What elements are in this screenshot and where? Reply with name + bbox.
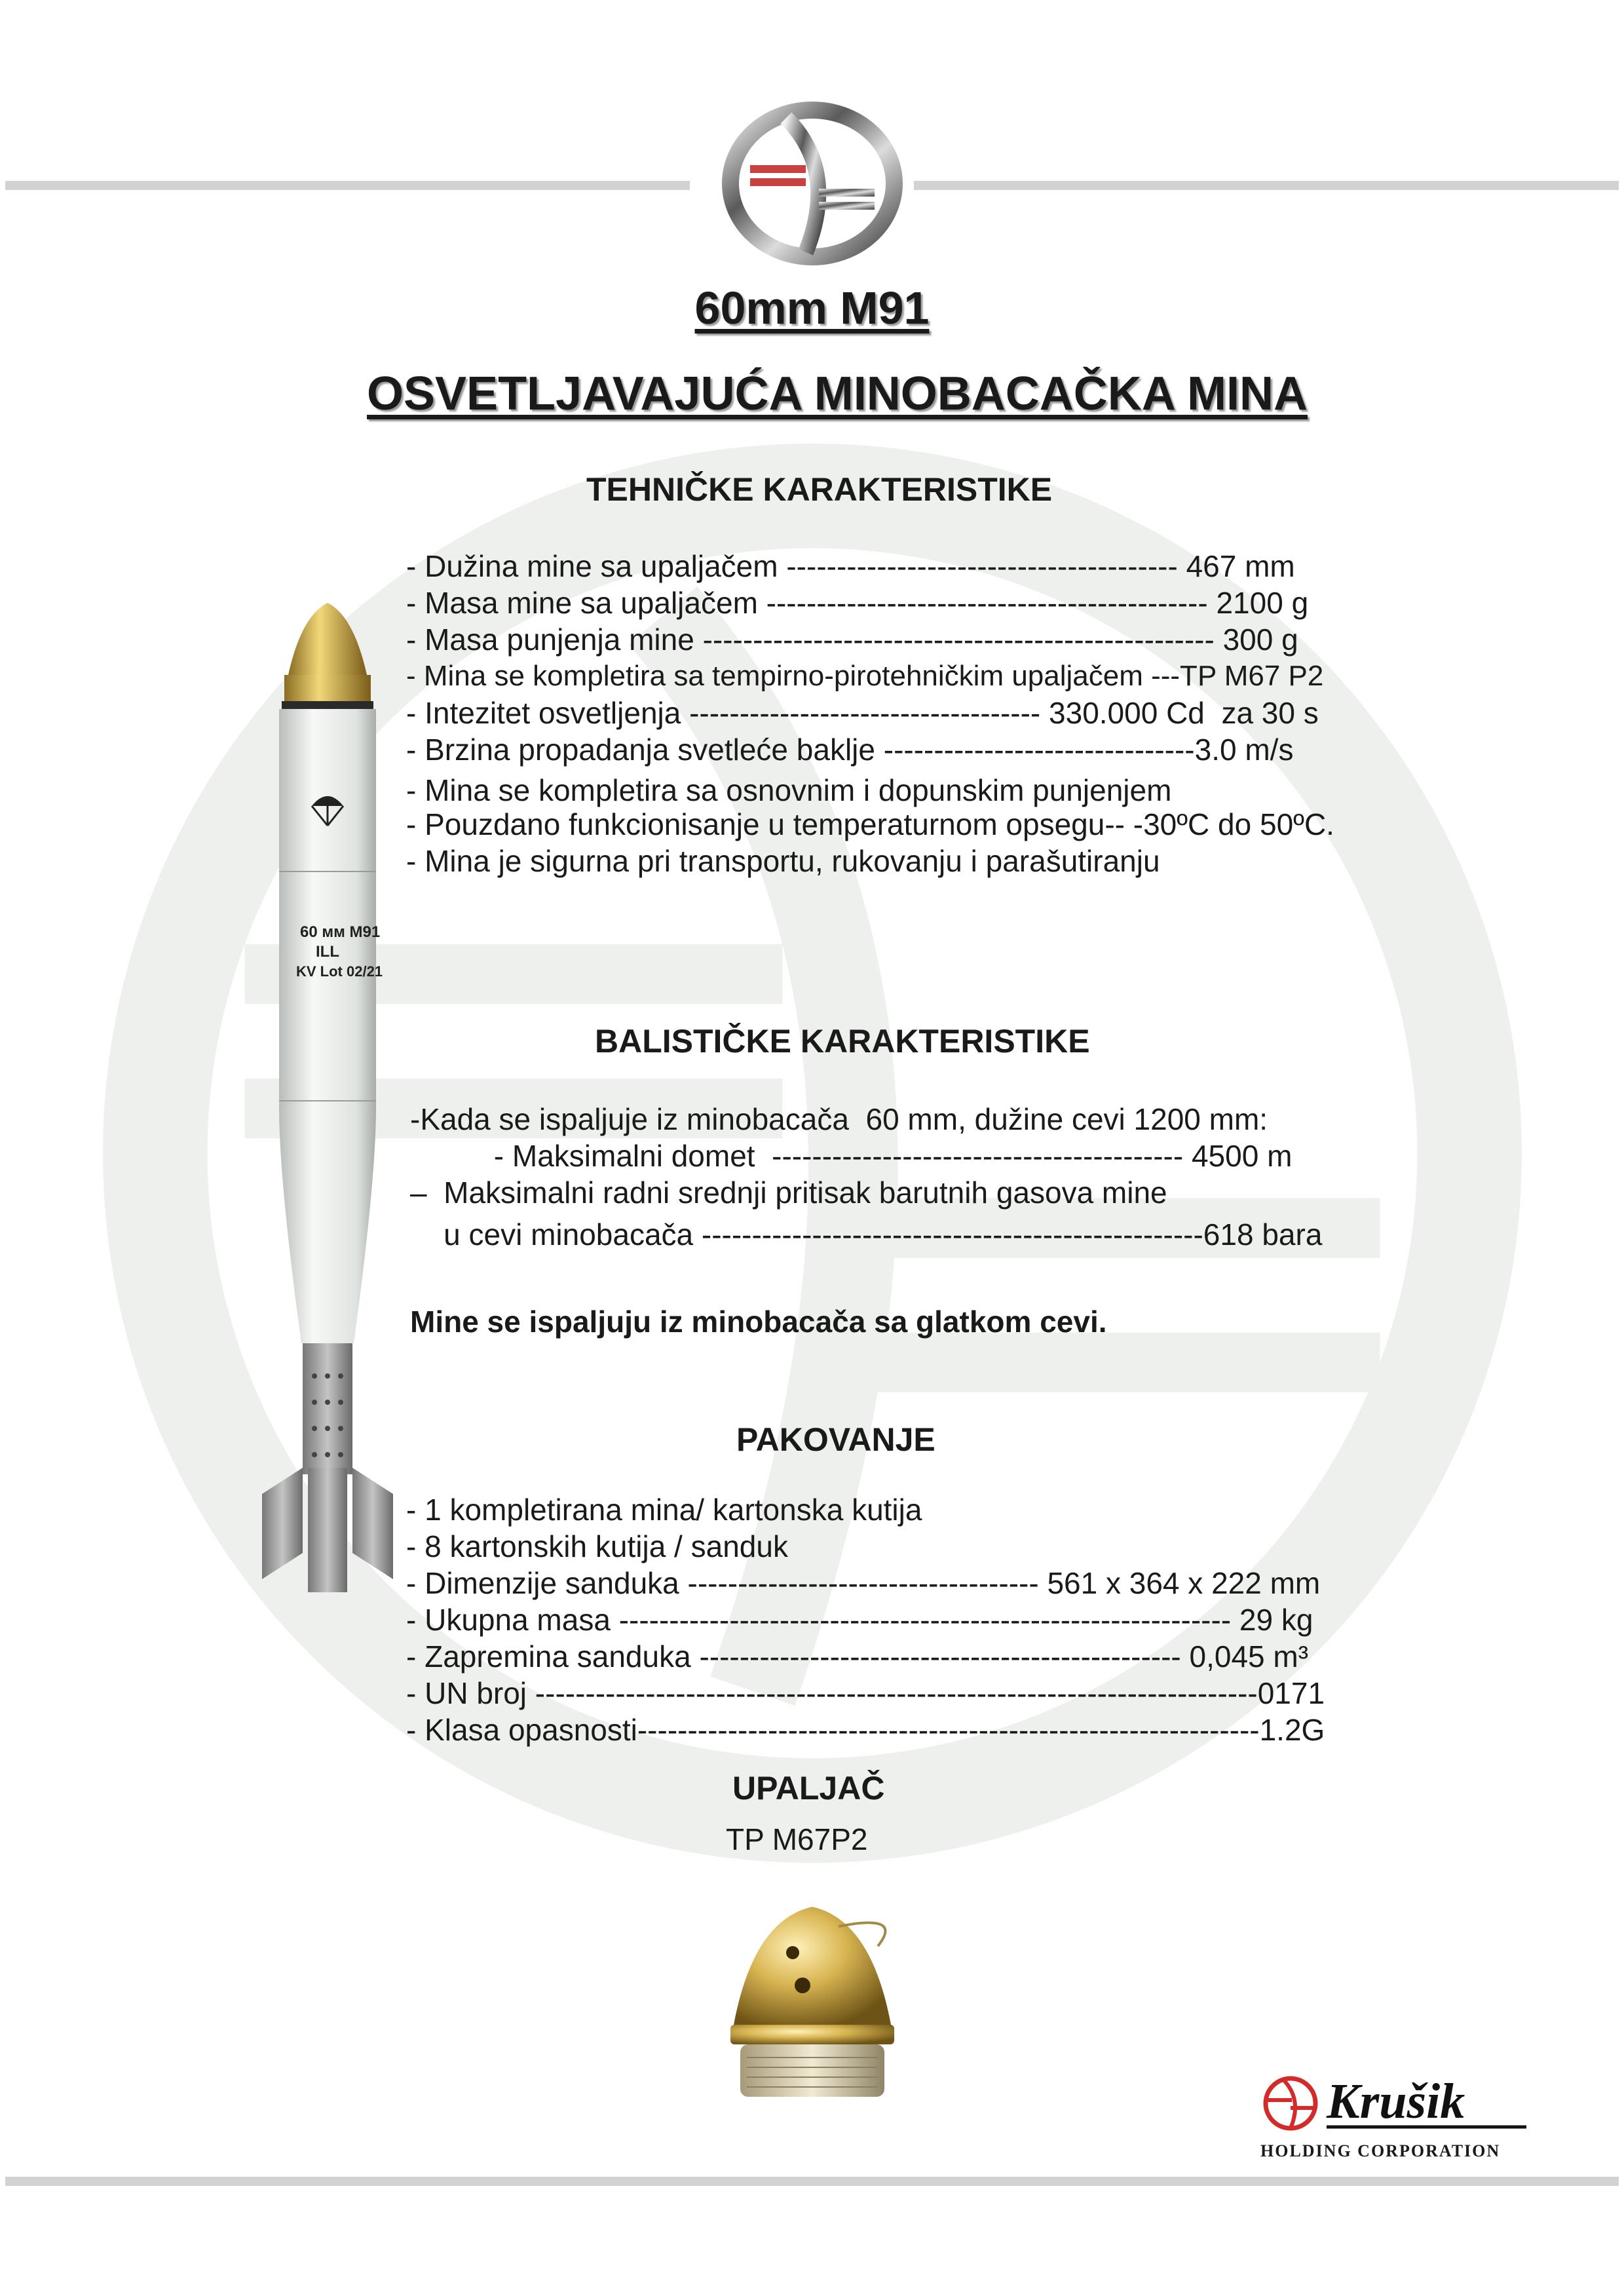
ballistic-line: - Maksimalni domet ----------------------------------------- 4500 m: [410, 1139, 1293, 1173]
spec-line: - Mina se kompletira sa osnovnim i dopunskim punjenjem: [406, 773, 1172, 807]
mortar-shell-image: [255, 590, 400, 1612]
ballistic-line: – Maksimalni radni srednji pritisak barutnih gasova mine: [410, 1176, 1167, 1210]
product-name-title: OSVETLJAVAJUĆA MINOBACAČKA MINA: [367, 368, 1308, 420]
spec-line: - Pouzdano funkcionisanje u temperaturnom opsegu-- -30ºC do 50ºC.: [406, 807, 1334, 841]
footer-rule: [5, 2177, 1619, 2186]
header-rule-left: [5, 181, 690, 190]
spec-line: - Masa punjenja mine --------------------------------------------------- 300 g: [406, 622, 1298, 657]
company-logo: [714, 98, 911, 269]
packaging-line: - 1 kompletirana mina/ kartonska kutija: [406, 1493, 922, 1527]
krusik-logo: [1258, 2064, 1533, 2149]
spec-line: - Mina se kompletira sa tempirno-pirotehničkim upaljačem ---TP M67 P2: [406, 660, 1324, 692]
packaging-line: - Klasa opasnosti--------------------------------------------------------------1.2G: [406, 1713, 1325, 1747]
spec-line: - Brzina propadanja svetleće baklje -------------------------------3.0 m/s: [406, 733, 1294, 767]
fuze-heading: UPALJAČ: [732, 1770, 885, 1807]
ballistic-line: u cevi minobacača --------------------------------------------------618 bara: [410, 1217, 1323, 1252]
packaging-line: - Zapremina sanduka ------------------------------------------------ 0,045 m³: [406, 1639, 1309, 1674]
fuze-image: [694, 1894, 930, 2110]
ballistic-line: -Kada se ispaljuje iz minobacača 60 mm, dužine cevi 1200 mm:: [410, 1102, 1268, 1136]
spec-line: - Masa mine sa upaljačem -------------------------------------------- 2100 g: [406, 586, 1309, 620]
brand-name: Krušik: [1327, 2074, 1465, 2129]
spec-line: - Mina je sigurna pri transportu, rukovanju i parašutiranju: [406, 844, 1160, 878]
packaging-heading: PAKOVANJE: [736, 1421, 935, 1458]
technical-heading: TEHNIČKE KARAKTERISTIKE: [586, 471, 1053, 508]
packaging-line: - UN broj ------------------------------------------------------------------------0171: [406, 1676, 1325, 1710]
packaging-line: - Ukupna masa ------------------------------------------------------------- 29 kg: [406, 1603, 1313, 1637]
spec-line: - Dužina mine sa upaljačem --------------------------------------- 467 mm: [406, 549, 1295, 583]
smooth-bore-note: Mine se ispaljuju iz minobacača sa glatkom cevi.: [410, 1305, 1107, 1339]
shell-marking-line2: ILL: [316, 943, 339, 961]
fuze-model: TP M67P2: [726, 1822, 868, 1856]
ballistic-heading: BALISTIČKE KARAKTERISTIKE: [595, 1023, 1090, 1060]
packaging-line: - Dimenzije sanduka ----------------------------------- 561 x 364 x 222 mm: [406, 1566, 1321, 1600]
shell-marking-line3: KV Lot 02/21: [296, 963, 383, 980]
product-code-title: 60mm M91: [694, 282, 930, 334]
spec-line: - Intezitet osvetljenja ----------------------------------- 330.000 Cd za 30 s: [406, 696, 1319, 730]
brand-subtitle: HOLDING CORPORATION: [1260, 2141, 1501, 2160]
packaging-line: - 8 kartonskih kutija / sanduk: [406, 1529, 788, 1563]
shell-marking-line1: 60 мм M91: [300, 923, 381, 941]
header-rule-right: [914, 181, 1619, 190]
